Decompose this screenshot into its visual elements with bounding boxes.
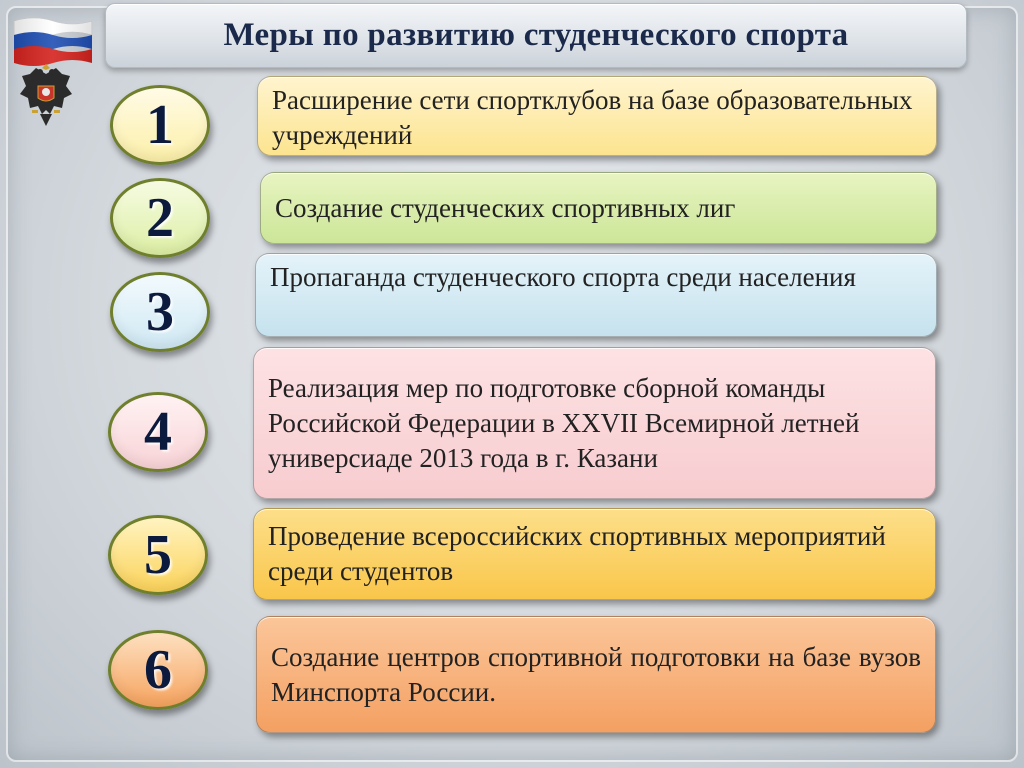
item-number-4: 4: [108, 392, 208, 472]
item-text-1: Расширение сети спортклубов на базе образовательных учреждений: [272, 85, 913, 150]
item-text-2: Создание студенческих спортивных лиг: [275, 192, 736, 223]
item-text-4: Реализация мер по подготовке сборной команды Российской Федерации в XXVII Всемирной летней универсиаде 2013 года в г. Казани: [268, 372, 860, 473]
russian-flag-icon: [12, 15, 94, 67]
item-number-2: 2: [110, 178, 210, 258]
item-card-4: [253, 347, 936, 499]
item-card-2: [260, 172, 937, 244]
item-number-5: 5: [108, 515, 208, 595]
item-number-3: 3: [110, 272, 210, 352]
item-text-5: Проведение всероссийских спортивных мероприятий среди студентов: [268, 521, 886, 586]
item-card-6: [256, 616, 936, 733]
item-number-1: 1: [110, 85, 210, 165]
title-bar: [105, 3, 967, 68]
item-card-3: [255, 253, 937, 337]
coat-of-arms-icon: [18, 64, 74, 128]
slide-title: Меры по развитию студенческого спорта: [223, 17, 849, 53]
item-number-6: 6: [108, 630, 208, 710]
item-card-5: [253, 508, 936, 600]
item-card-1: [257, 76, 937, 156]
item-text-6: Создание центров спортивной подготовки на базе вузов Минспорта России.: [271, 641, 921, 707]
item-text-3: Пропаганда студенческого спорта среди населения: [270, 262, 856, 292]
